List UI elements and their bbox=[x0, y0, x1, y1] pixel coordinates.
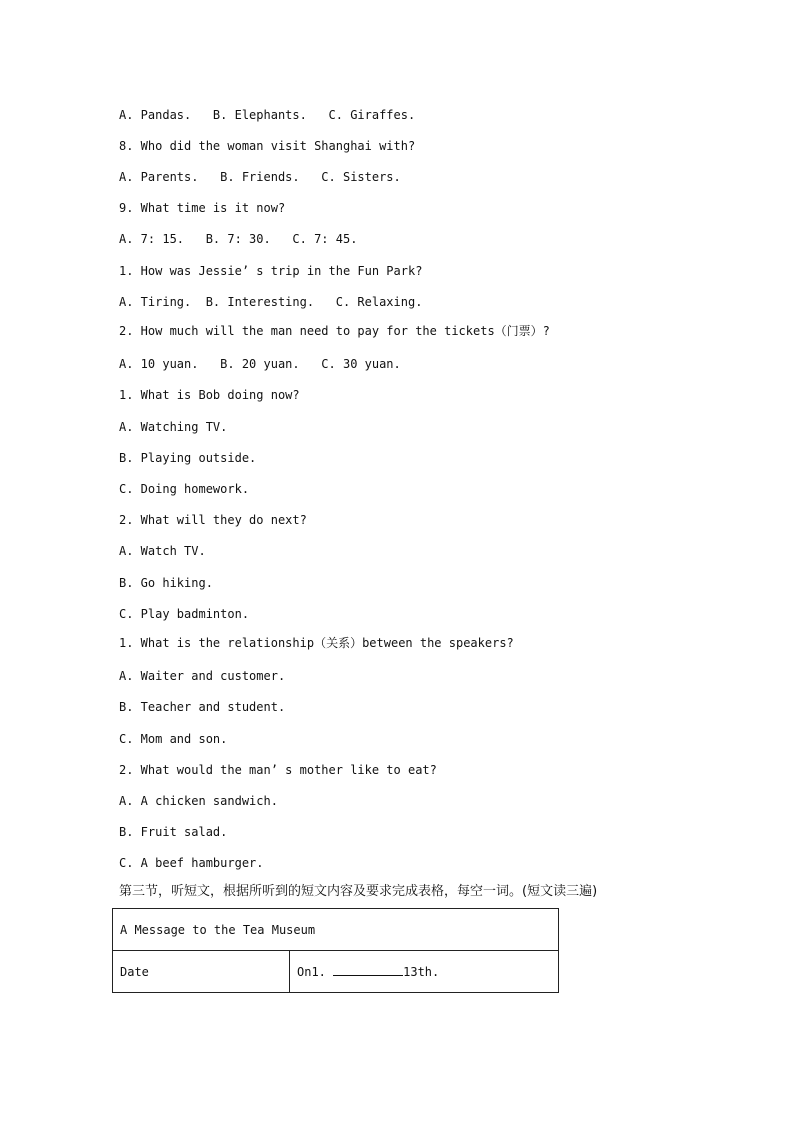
table-row bbox=[113, 909, 559, 951]
question-line: 2. How much will the man need to pay for the tickets（门票）? bbox=[119, 324, 550, 338]
question-line: A. 7: 15. B. 7: 30. C. 7: 45. bbox=[119, 232, 358, 246]
question-line: 2. What would the man’ s mother like to eat? bbox=[119, 763, 437, 777]
question-line: B. Go hiking. bbox=[119, 576, 213, 590]
date-suffix: 13th. bbox=[403, 965, 440, 979]
question-line: A. A chicken sandwich. bbox=[119, 794, 278, 808]
table-row bbox=[113, 951, 559, 993]
question-line: C. Mom and son. bbox=[119, 732, 228, 746]
question-line: A. Watch TV. bbox=[119, 544, 206, 558]
question-line: B. Fruit salad. bbox=[119, 825, 228, 839]
answer-blank[interactable] bbox=[333, 964, 403, 976]
question-line: A. Pandas. B. Elephants. C. Giraffes. bbox=[119, 108, 416, 122]
date-prefix: On1. bbox=[297, 965, 334, 979]
answer-table bbox=[112, 908, 559, 993]
question-line: 2. What will they do next? bbox=[119, 513, 307, 527]
question-line: B. Teacher and student. bbox=[119, 700, 286, 714]
question-line: A. Waiter and customer. bbox=[119, 669, 286, 683]
table-title: A Message to the Tea Museum bbox=[113, 909, 559, 951]
date-cell bbox=[290, 951, 559, 993]
question-line: A. Parents. B. Friends. C. Sisters. bbox=[119, 170, 401, 184]
question-line: A. Tiring. B. Interesting. C. Relaxing. bbox=[119, 295, 423, 309]
question-line: C. A beef hamburger. bbox=[119, 856, 264, 870]
question-line: B. Playing outside. bbox=[119, 451, 257, 465]
question-line: 8. Who did the woman visit Shanghai with? bbox=[119, 139, 416, 153]
question-line: C. Doing homework. bbox=[119, 482, 250, 496]
row-label: Date bbox=[113, 951, 290, 993]
question-line: 9. What time is it now? bbox=[119, 201, 286, 215]
question-line: 1. What is the relationship（关系）between the speakers? bbox=[119, 636, 514, 650]
question-line: A. Watching TV. bbox=[119, 420, 228, 434]
question-line: 1. How was Jessie’ s trip in the Fun Park? bbox=[119, 264, 423, 278]
question-line: C. Play badminton. bbox=[119, 607, 250, 621]
section-heading: 第三节，听短文，根据所听到的短文内容及要求完成表格，每空一词。(短文读三遍) bbox=[119, 884, 598, 899]
question-line: A. 10 yuan. B. 20 yuan. C. 30 yuan. bbox=[119, 357, 401, 371]
question-line: 1. What is Bob doing now? bbox=[119, 388, 300, 402]
